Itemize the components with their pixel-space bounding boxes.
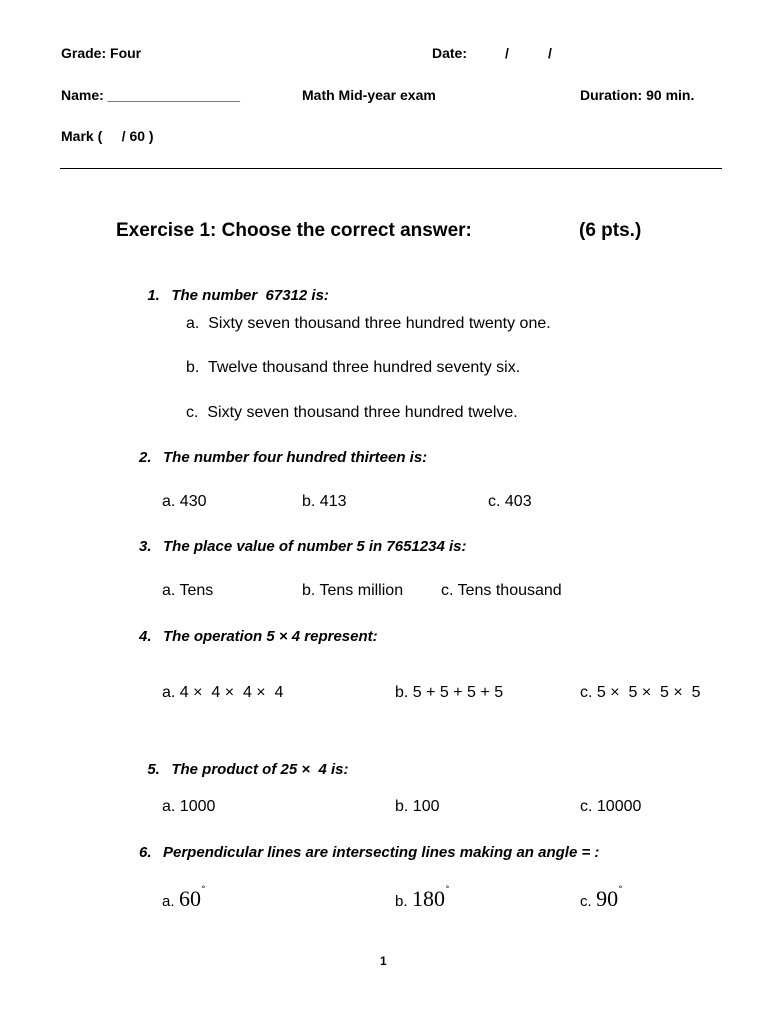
question-text: Perpendicular lines are intersecting lines making an angle = : (163, 844, 600, 861)
option-value: 90 (596, 886, 619, 911)
option-letter: b. (395, 893, 408, 910)
option-6b (395, 886, 449, 912)
option-4a: a. 4 × 4 × 4 × 4 (162, 684, 284, 701)
date-slash: / (548, 45, 552, 61)
date-label: Date: (432, 45, 468, 61)
question-text: The number 67312 is: (171, 287, 329, 304)
question-text: The product of 25 × 4 is: (171, 761, 349, 778)
option-6c (580, 886, 622, 912)
exam-title: Math Mid-year exam (302, 87, 436, 103)
question-number: 3. (139, 538, 152, 555)
option-2c: c. 403 (488, 493, 532, 510)
option-5a: a. 1000 (162, 798, 216, 815)
option-4b: b. 5 + 5 + 5 + 5 (395, 684, 504, 701)
option-1b: b. Twelve thousand three hundred seventy six. (186, 359, 521, 376)
header-divider (60, 168, 722, 169)
question-number: 1. (147, 287, 160, 304)
option-3b: b. Tens million (302, 582, 404, 599)
question-5 (139, 744, 348, 778)
option-6a (162, 886, 205, 912)
question-number: 6. (139, 844, 152, 861)
degree-symbol: ˚ (445, 886, 450, 897)
option-1a: a. Sixty seven thousand three hundred twenty one. (186, 315, 551, 332)
option-letter: c. (580, 893, 592, 910)
option-2a: a. 430 (162, 493, 207, 510)
option-4c: c. 5 × 5 × 5 × 5 (580, 684, 701, 701)
question-number: 2. (139, 449, 152, 466)
name-field: Name: _________________ (61, 87, 241, 103)
question-4 (139, 628, 378, 645)
question-text: The operation 5 × 4 represent: (163, 628, 378, 645)
question-text: The number four hundred thirteen is: (163, 449, 428, 466)
question-number: 5. (147, 761, 160, 778)
option-letter: a. (162, 893, 175, 910)
question-2 (139, 449, 427, 466)
option-3a: a. Tens (162, 582, 214, 599)
degree-symbol: ˚ (619, 886, 623, 897)
duration-label: Duration: 90 min. (580, 87, 695, 103)
option-2b: b. 413 (302, 493, 347, 510)
page-number: 1 (380, 954, 387, 968)
mark-field: Mark ( / 60 ) (61, 128, 154, 144)
question-text: The place value of number 5 in 7651234 is: (163, 538, 467, 555)
question-1 (139, 270, 329, 304)
option-5c: c. 10000 (580, 798, 642, 815)
date-slash: / (505, 45, 509, 61)
option-value: 60 (178, 886, 201, 911)
exercise-points: (6 pts.) (579, 220, 642, 241)
degree-symbol: ˚ (201, 886, 206, 897)
question-number: 4. (139, 628, 152, 645)
option-3c: c. Tens thousand (441, 582, 562, 599)
option-5b: b. 100 (395, 798, 440, 815)
grade-label: Grade: Four (61, 45, 142, 61)
question-6 (139, 844, 599, 861)
option-1c: c. Sixty seven thousand three hundred twelve. (186, 404, 518, 421)
exercise-title: Exercise 1: Choose the correct answer: (116, 220, 472, 241)
option-value: 180 (411, 886, 445, 911)
question-3 (139, 538, 466, 555)
